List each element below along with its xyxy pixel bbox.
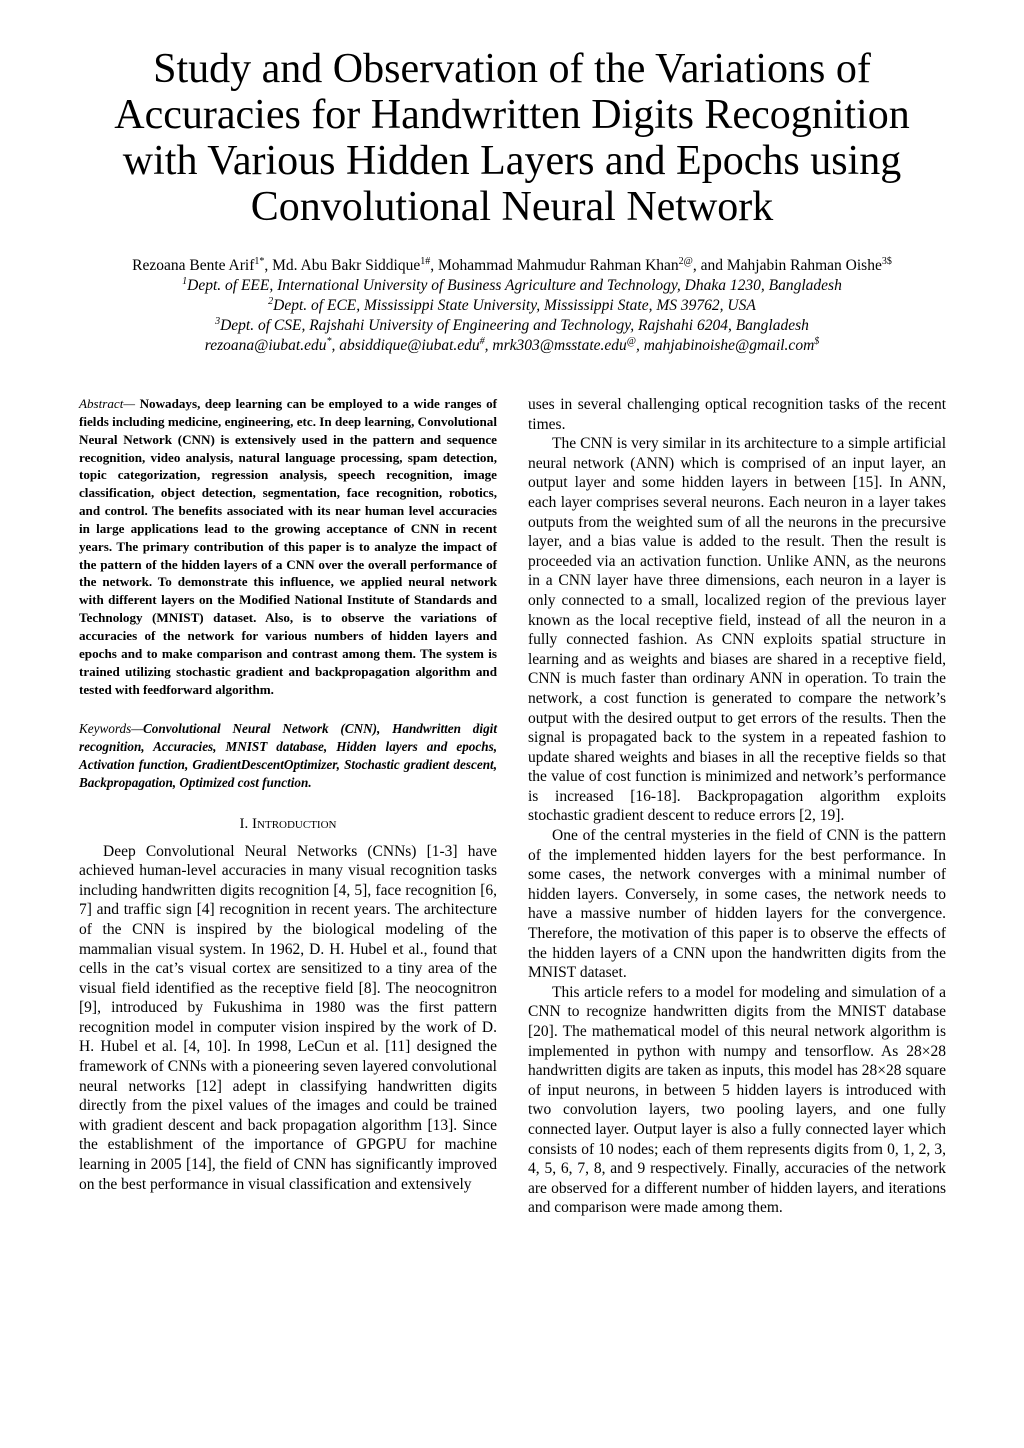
author-name: Md. Abu Bakr Siddique	[272, 257, 421, 274]
email-marker: #	[479, 335, 485, 347]
abstract-text: Nowadays, deep learning can be employed to a wide ranges of fields including medicine, engineering, etc. In deep learning, Convolutional Neural Network (CNN) is extensively used in the pattern and sequence recognition, video analysis, natural language processing, spam detection, topic categorization, regression analysis, speech recognition, image classification, object detection, segmentation, face recognition, robotics, and control. The benefits associated with its near human level accuracies in large applications lead to the growing acceptance of CNN in recent years. The primary contribution of this paper is to analyze the impact of the pattern of the hidden layers of a CNN over the overall performance of the network. To demonstrate this influence, we applied neural network with different layers on the Modified National Institute of Standards and Technology (MNIST) dataset. Also, is to observe the variations of accuracies of the network for various numbers of hidden layers and epochs and to make comparison and contrast among them. The system is trained utilizing stochastic gradient and backpropagation algorithm and tested with feedforward algorithm.	[79, 396, 497, 697]
intro-paragraph-4: This article refers to a model for modeling and simulation of a CNN to recognize handwritten digits from the MNIST database [20]. The mathematical model of this neural network algorithm is implemented in python with numpy and tensorflow. As 28×28 handwritten digits are taken as inputs, this model has 28×28 square of input neurons, in between 5 hidden layers is introduced with two convolution layers, two pooling layers, and one fully connected layer. Output layer is also a fully connected layer which consists of 10 nodes; each of them represents digits from 0, 1, 2, 3, 4, 5, 6, 7, 8, and 9 respectively. Finally, accuracies of the network are observed for a different number of hidden layers, and iterations and comparison were made among them.	[528, 983, 946, 1217]
email-separator: ,	[635, 337, 644, 354]
author-name: Rezoana Bente Arif	[132, 257, 255, 274]
keywords-text: Convolutional Neural Network (CNN), Handwritten digit recognition, Accuracies, MNIST database, Hidden layers and epochs, Activation function, GradientDescentOptimizer, Stochastic gradient descent, Backpropagation, Optimized cost function.	[79, 721, 497, 790]
author-marker: 1#	[420, 255, 431, 267]
email-line	[40, 336, 984, 356]
email-address[interactable]: rezoana@iubat.edu	[204, 337, 327, 354]
affiliation-2	[40, 296, 984, 316]
paper-title: Study and Observation of the Variations of Accuracies for Handwritten Digits Recognition with Various Hidden Layers and Epochs using Convolutional Neural Network	[114, 46, 910, 230]
author-separator: ,	[264, 257, 273, 274]
keywords	[79, 720, 497, 791]
email-marker: @	[626, 335, 636, 347]
intro-paragraph-continuation: uses in several challenging optical recognition tasks of the recent times.	[528, 396, 946, 433]
affiliation-marker: 2	[268, 295, 274, 307]
abstract-dash: —	[123, 396, 140, 411]
intro-paragraph-2: The CNN is very similar in its architecture to a simple artificial neural network (ANN) which is comprised of an input layer, an output layer and some hidden layers in between [15]. In ANN, each layer comprises several neurons. Each neuron in a layer takes outputs from the weighted sum of all the neurons in the precursive layer, and a bias value is added to the result. Then the result is proceeded via an activation function. Unlike ANN, as the neurons in a CNN layer have three dimensions, each neuron in a layer is only connected to a small, localized region of the previous layer known as the local receptive field, instead of all the neuron in a fully connected fashion. As CNN exploits spatial structure in learning and as weights and biases are shared in a receptive field, CNN is much faster than ordinary ANN in operation. To train the network, a cost function is generated to compare the network’s output with the desired output to get errors of the results. Then the signal is propagated back to the system in a repeated fashion to update shared weights and biases in all the receptive fields so that the value of cost function is minimized and network’s performance is increased [16-18]. Backpropagation algorithm exploits stochastic gradient descent to reduce errors [2, 19].	[528, 435, 946, 825]
abstract	[79, 395, 497, 698]
email-marker: *	[326, 335, 332, 347]
affiliation-1	[40, 276, 984, 296]
email-separator: ,	[484, 337, 493, 354]
email-address[interactable]: absiddique@iubat.edu	[339, 337, 480, 354]
author-separator: , and	[692, 257, 727, 274]
affiliation-marker: 1	[182, 275, 188, 287]
email-address[interactable]: mrk303@msstate.edu	[492, 337, 627, 354]
email-marker: $	[814, 335, 820, 347]
author-marker: 3$	[881, 255, 892, 267]
intro-paragraph-1: Deep Convolutional Neural Networks (CNNs) [1-3] have achieved human-level accuracies in many visual recognition tasks including handwritten digits recognition [4, 5], face recognition [6, 7] and traffic sign [4] recognition in recent years. The architecture of the CNN is inspired by the biological modeling of the mammalian visual system. In 1962, D. H. Hubel et al., found that cells in the cat’s visual cortex are sensitized to a tiny area of the visual field identified as the receptive field [8]. The neocognitron [9], introduced by Fukushima in 1980 was the first pattern recognition model in computer vision inspired by the work of D. H. Hubel et al. [4, 10]. In 1998, LeCun et al. [11] designed the framework of CNNs with a pioneering seven layered convolutional neural networks [12] adept in classifying handwritten digits directly from the pixel values of the images and could be trained with gradient descent and back propagation algorithm [13]. Since the establishment of the importance of GPGPU for machine learning in 2005 [14], the field of CNN has significantly improved on the best performance in visual classification and extensively	[79, 842, 497, 1193]
email-address[interactable]: mahjabinoishe@gmail.com	[643, 337, 815, 354]
affiliation-3	[40, 316, 984, 336]
abstract-label: Abstract	[79, 396, 124, 411]
author-name: Mohammad Mahmudur Rahman Khan	[438, 257, 679, 274]
affiliation-text: Dept. of CSE, Rajshahi University of Engineering and Technology, Rajshahi 6204, Bangladesh	[220, 317, 809, 334]
section-heading-introduction	[79, 814, 497, 834]
intro-paragraph-3: One of the central mysteries in the field of CNN is the pattern of the implemented hidden layers for the best performance. In some cases, the network converges with a minimal number of hidden layers. Conversely, in some cases, the network needs to have a massive number of hidden layers for the convergence. Therefore, the motivation of this paper is to observe the effects of the hidden layers of a CNN upon the handwritten digits from the MNIST dataset.	[528, 827, 946, 982]
author-line	[40, 256, 984, 276]
section-number: I.	[239, 815, 249, 832]
section-title: Introduction	[252, 815, 337, 832]
affiliation-text: Dept. of EEE, International University of Business Agriculture and Technology, Dhaka 1230, Bangladesh	[187, 277, 842, 294]
email-separator: ,	[331, 337, 340, 354]
author-block	[40, 256, 984, 356]
author-name: Mahjabin Rahman Oishe	[726, 257, 882, 274]
author-separator: ,	[430, 257, 438, 274]
affiliation-marker: 3	[215, 315, 221, 327]
right-column	[528, 395, 946, 1218]
author-marker: 2@	[678, 255, 693, 267]
left-column	[79, 395, 497, 1194]
affiliation-text: Dept. of ECE, Mississippi State University, Mississippi State, MS 39762, USA	[273, 297, 756, 314]
author-marker: 1*	[254, 255, 265, 267]
keywords-label: Keywords—	[79, 721, 143, 737]
